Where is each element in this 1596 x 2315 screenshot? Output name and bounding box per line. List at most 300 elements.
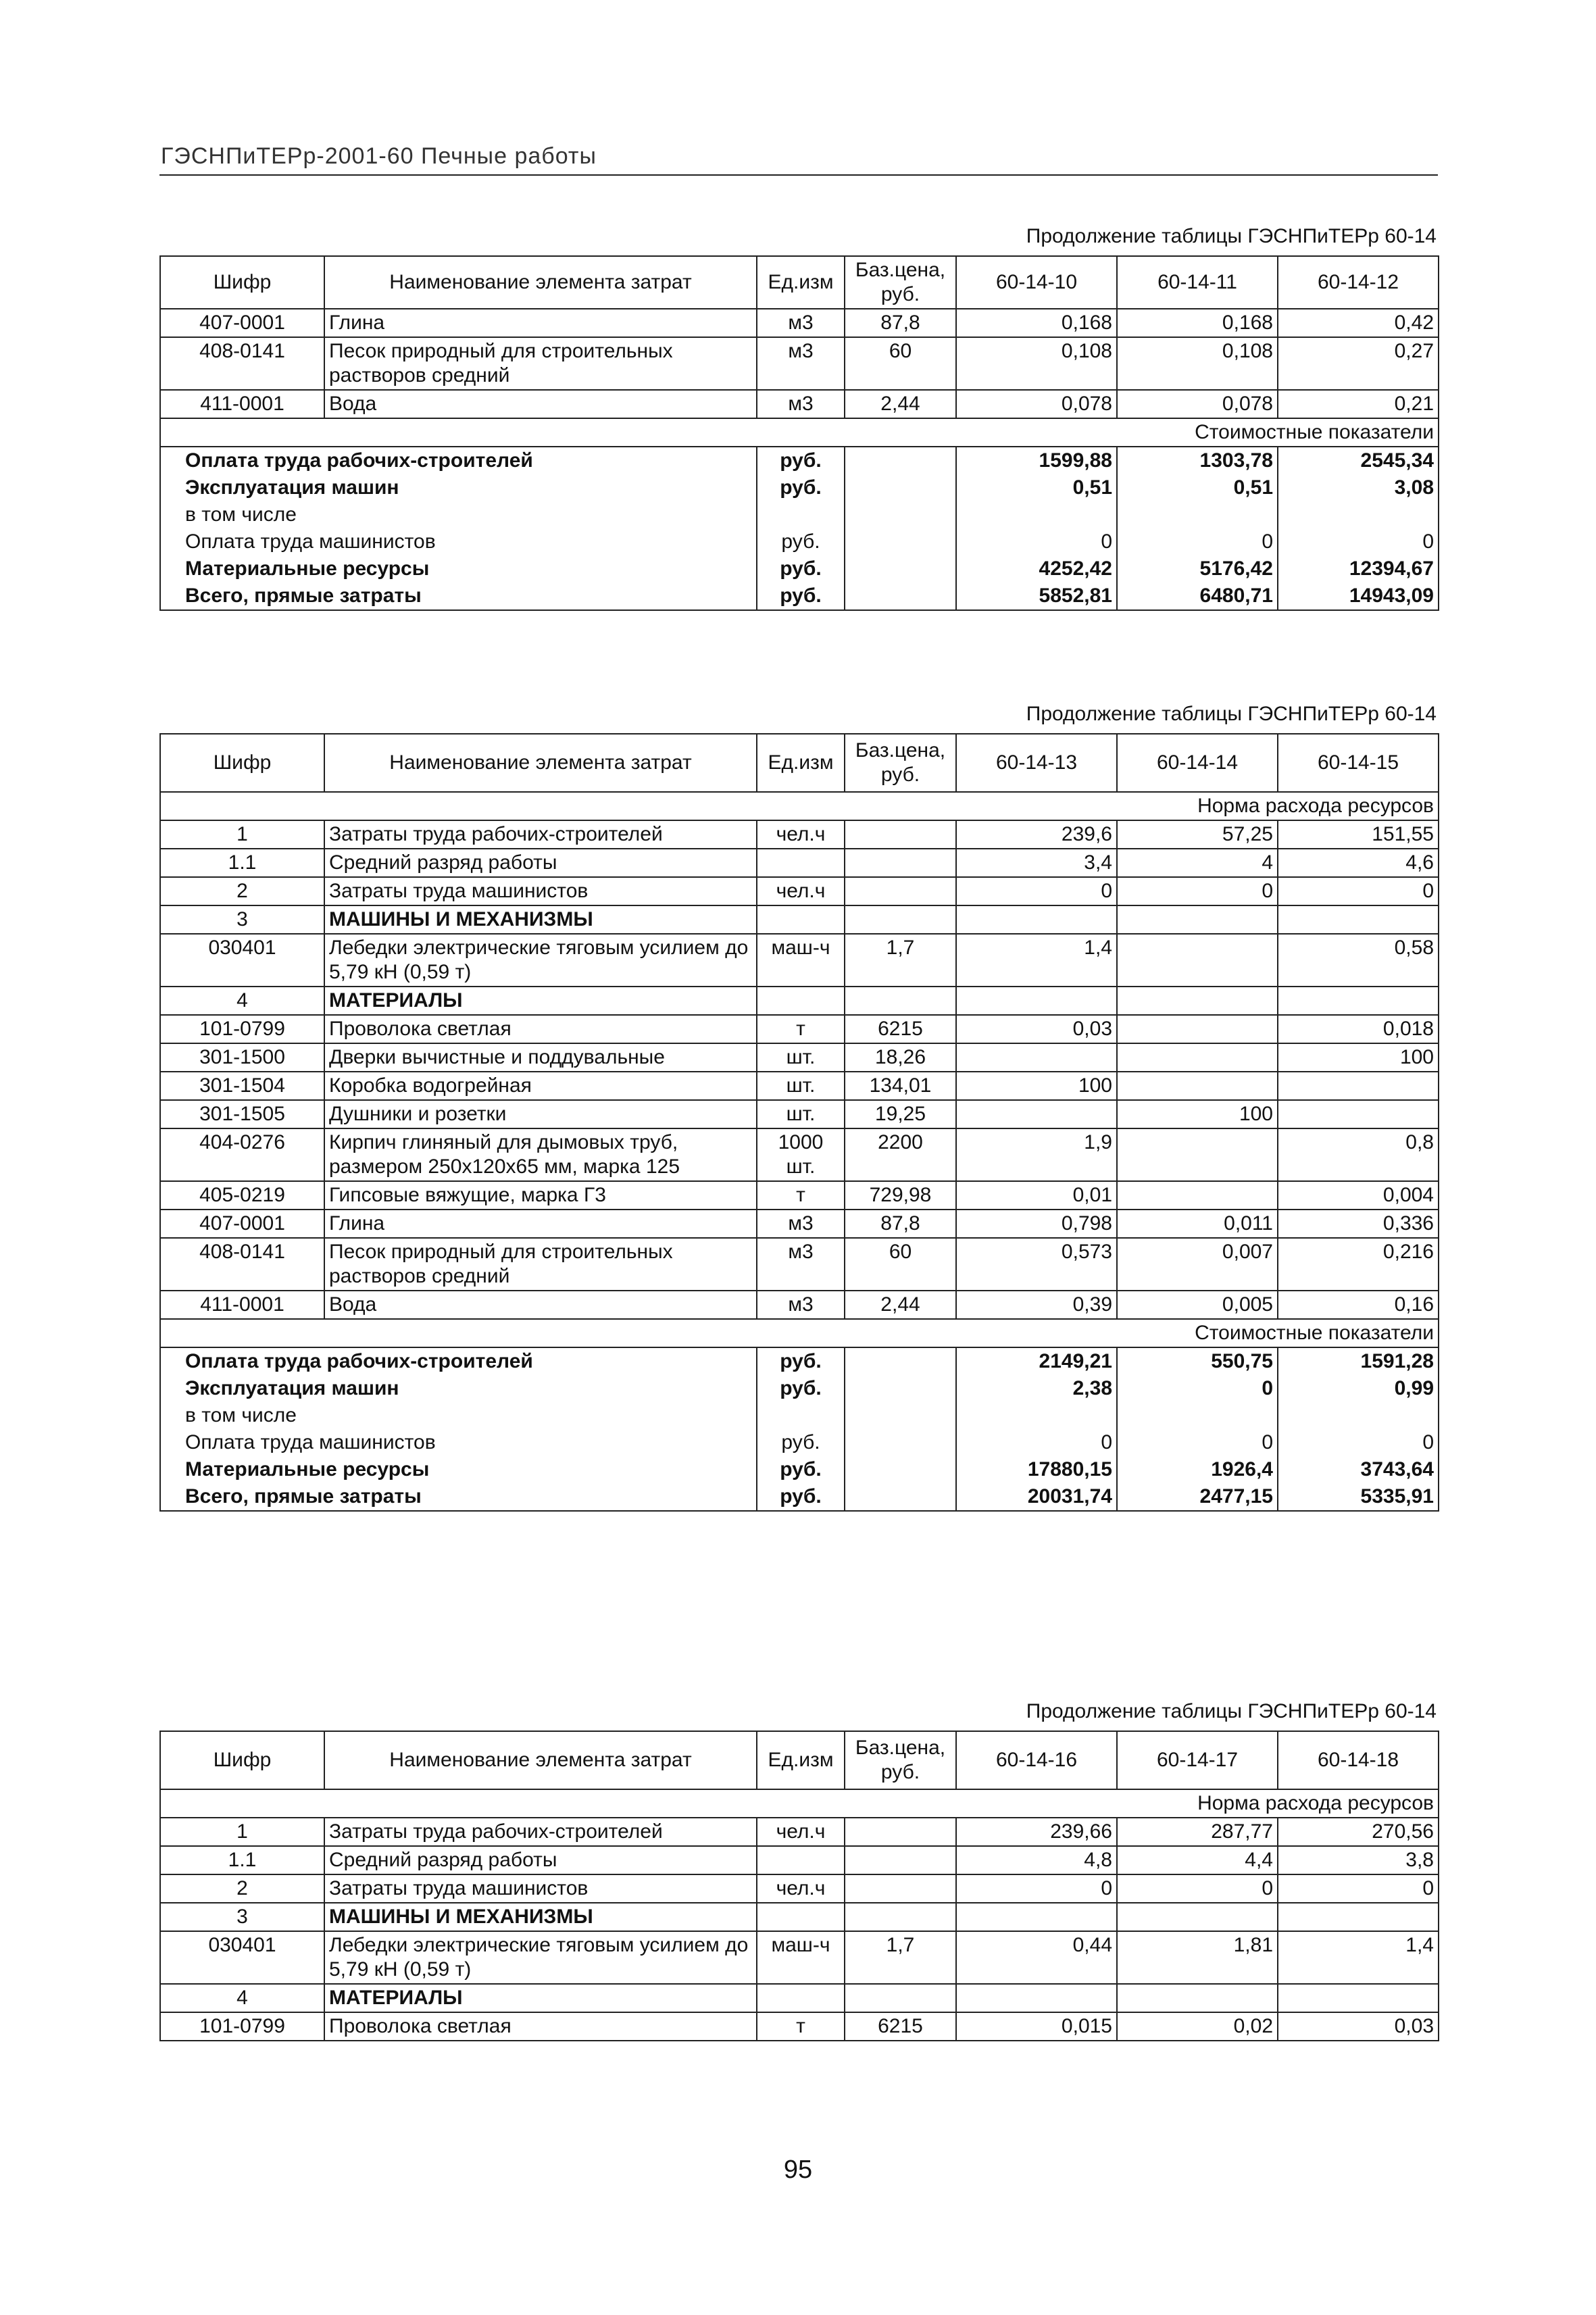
- resource-code: 3: [160, 905, 324, 934]
- norm-value: [1117, 905, 1278, 934]
- norm-value: 0,16: [1278, 1291, 1439, 1319]
- resource-name: Вода: [324, 1291, 757, 1319]
- resource-name: Коробка водогрейная: [324, 1072, 757, 1100]
- document-header: ГЭСНПиТЕРр-2001-60 Печные работы: [161, 143, 597, 169]
- table2-caption: Продолжение таблицы ГЭСНПиТЕРр 60-14: [1026, 703, 1437, 725]
- cost-value: [1117, 501, 1278, 528]
- norm-value: 0: [1117, 877, 1278, 905]
- cost-value: 0: [1117, 1375, 1278, 1402]
- cost-unit: руб.: [757, 582, 845, 610]
- resource-table-1: [159, 255, 1439, 611]
- resource-code: 030401: [160, 934, 324, 987]
- resource-price: 134,01: [845, 1072, 956, 1100]
- cost-value: 20031,74: [956, 1483, 1117, 1511]
- resource-price: [845, 1984, 956, 2012]
- cost-row: [160, 1375, 1439, 1402]
- resource-code: 1.1: [160, 849, 324, 877]
- norm-value: 57,25: [1117, 820, 1278, 849]
- norm-value: 0,03: [956, 1015, 1117, 1043]
- resource-code: 411-0001: [160, 390, 324, 418]
- norm-value: 239,66: [956, 1818, 1117, 1846]
- resource-price: [845, 1846, 956, 1874]
- cost-row: [160, 474, 1439, 501]
- cost-price-empty: [845, 1429, 956, 1456]
- cost-value: 2477,15: [1117, 1483, 1278, 1511]
- cost-value: 5335,91: [1278, 1483, 1439, 1511]
- resource-name: Песок природный для строительных растворов средний: [324, 1238, 757, 1291]
- cost-section-header: [160, 1319, 1439, 1347]
- norm-value: 4,6: [1278, 849, 1439, 877]
- resource-price: 6215: [845, 2012, 956, 2041]
- cost-value: 0: [1278, 1429, 1439, 1456]
- resource-price: 60: [845, 337, 956, 390]
- norm-value: [956, 1903, 1117, 1931]
- resource-price: 87,8: [845, 1210, 956, 1238]
- norm-value: 0,21: [1278, 390, 1439, 418]
- norm-value: 0,39: [956, 1291, 1117, 1319]
- resource-name: Гипсовые вяжущие, марка Г3: [324, 1181, 757, 1210]
- cost-label: Стоимостные показатели: [160, 418, 1439, 447]
- resource-code: 4: [160, 987, 324, 1015]
- table-row: [160, 1238, 1439, 1291]
- cost-row: [160, 1402, 1439, 1429]
- norm-value: [956, 905, 1117, 934]
- col-code-header: Шифр: [160, 1731, 324, 1789]
- resource-code: 405-0219: [160, 1181, 324, 1210]
- table-row: [160, 1984, 1439, 2012]
- resource-code: 030401: [160, 1931, 324, 1984]
- norm-value: 0,42: [1278, 309, 1439, 337]
- norm-value: 1,9: [956, 1128, 1117, 1181]
- cost-value: 550,75: [1117, 1347, 1278, 1375]
- resource-price: 1,7: [845, 934, 956, 987]
- resource-name: МАШИНЫ И МЕХАНИЗМЫ: [324, 1903, 757, 1931]
- resource-name: Затраты труда рабочих-строителей: [324, 1818, 757, 1846]
- col-name-header: Наименование элемента затрат: [324, 734, 757, 792]
- resource-name: Проволока светлая: [324, 1015, 757, 1043]
- resource-unit: т: [757, 1181, 845, 1210]
- cost-row: [160, 555, 1439, 582]
- resource-unit: т: [757, 1015, 845, 1043]
- col-norm-header: 60-14-13: [956, 734, 1117, 792]
- cost-price-empty: [845, 582, 956, 610]
- norm-value: 287,77: [1117, 1818, 1278, 1846]
- table-row: [160, 987, 1439, 1015]
- cost-value: 0,51: [956, 474, 1117, 501]
- cost-price-empty: [845, 501, 956, 528]
- cost-price-empty: [845, 555, 956, 582]
- resource-price: 1,7: [845, 1931, 956, 1984]
- resource-price: 19,25: [845, 1100, 956, 1128]
- cost-unit: руб.: [757, 1429, 845, 1456]
- resource-price: 2,44: [845, 390, 956, 418]
- cost-value: 0,51: [1117, 474, 1278, 501]
- cost-value: 0,99: [1278, 1375, 1439, 1402]
- resource-unit: чел.ч: [757, 1874, 845, 1903]
- col-price-header: Баз.цена, руб.: [845, 1731, 956, 1789]
- cost-price-empty: [845, 1402, 956, 1429]
- norm-value: 0: [1278, 877, 1439, 905]
- norm-value: 0,168: [956, 309, 1117, 337]
- norm-value: [1278, 905, 1439, 934]
- cost-unit: руб.: [757, 1483, 845, 1511]
- norm-value: 0,216: [1278, 1238, 1439, 1291]
- col-price-header: Баз.цена, руб.: [845, 256, 956, 309]
- resource-price: [845, 905, 956, 934]
- cost-price-empty: [845, 447, 956, 474]
- norm-value: 0,108: [956, 337, 1117, 390]
- cost-value: 0: [1278, 528, 1439, 555]
- norm-value: 100: [1117, 1100, 1278, 1128]
- table-row: [160, 1210, 1439, 1238]
- table-row: [160, 1846, 1439, 1874]
- norm-value: 100: [1278, 1043, 1439, 1072]
- norm-value: 0: [1278, 1874, 1439, 1903]
- norm-value: 0,011: [1117, 1210, 1278, 1238]
- resource-name: Глина: [324, 1210, 757, 1238]
- cost-value: 1591,28: [1278, 1347, 1439, 1375]
- cost-unit: руб.: [757, 1347, 845, 1375]
- col-norm-header: 60-14-17: [1117, 1731, 1278, 1789]
- table-row: [160, 820, 1439, 849]
- norm-value: 0,798: [956, 1210, 1117, 1238]
- cost-value: 2,38: [956, 1375, 1117, 1402]
- resource-price: 2,44: [845, 1291, 956, 1319]
- cost-name: Оплата труда машинистов: [160, 528, 757, 555]
- norm-value: 0: [1117, 1874, 1278, 1903]
- resource-code: 1.1: [160, 1846, 324, 1874]
- resource-price: [845, 849, 956, 877]
- norm-value: 0,27: [1278, 337, 1439, 390]
- resource-price: 6215: [845, 1015, 956, 1043]
- resource-name: Глина: [324, 309, 757, 337]
- norm-value: 1,81: [1117, 1931, 1278, 1984]
- resource-price: [845, 1818, 956, 1846]
- norm-value: 0,8: [1278, 1128, 1439, 1181]
- resource-price: 2200: [845, 1128, 956, 1181]
- resource-code: 408-0141: [160, 1238, 324, 1291]
- resource-code: 4: [160, 1984, 324, 2012]
- resource-table-3: [159, 1731, 1439, 2041]
- cost-value: 6480,71: [1117, 582, 1278, 610]
- norm-value: [1117, 1181, 1278, 1210]
- table-row: [160, 1903, 1439, 1931]
- norm-value: 0,336: [1278, 1210, 1439, 1238]
- norm-value: 0,007: [1117, 1238, 1278, 1291]
- resource-unit: м3: [757, 309, 845, 337]
- cost-unit: [757, 501, 845, 528]
- norm-value: [1117, 1903, 1278, 1931]
- resource-unit: т: [757, 2012, 845, 2041]
- norm-value: [1117, 987, 1278, 1015]
- resource-name: Вода: [324, 390, 757, 418]
- cost-name: в том числе: [160, 501, 757, 528]
- cost-name: Материальные ресурсы: [160, 555, 757, 582]
- resource-price: 60: [845, 1238, 956, 1291]
- resource-name: Душники и розетки: [324, 1100, 757, 1128]
- norm-value: 0,078: [1117, 390, 1278, 418]
- norm-value: 100: [956, 1072, 1117, 1100]
- cost-value: 4252,42: [956, 555, 1117, 582]
- resource-unit: м3: [757, 337, 845, 390]
- col-norm-header: 60-14-15: [1278, 734, 1439, 792]
- resource-code: 407-0001: [160, 309, 324, 337]
- table1-caption: Продолжение таблицы ГЭСНПиТЕРр 60-14: [1026, 225, 1437, 247]
- resource-code: 407-0001: [160, 1210, 324, 1238]
- table-row: [160, 1818, 1439, 1846]
- norm-value: 4,8: [956, 1846, 1117, 1874]
- cost-value: 3,08: [1278, 474, 1439, 501]
- resource-name: Лебедки электрические тяговым усилием до 5,79 кН (0,59 т): [324, 934, 757, 987]
- table-row: [160, 877, 1439, 905]
- cost-name: Оплата труда рабочих-строителей: [160, 1347, 757, 1375]
- cost-name: Эксплуатация машин: [160, 1375, 757, 1402]
- cost-unit: руб.: [757, 1375, 845, 1402]
- cost-value: [956, 501, 1117, 528]
- cost-unit: руб.: [757, 555, 845, 582]
- resource-unit: шт.: [757, 1100, 845, 1128]
- cost-value: [956, 1402, 1117, 1429]
- table-row: [160, 390, 1439, 418]
- cost-value: 3743,64: [1278, 1456, 1439, 1483]
- cost-value: 2149,21: [956, 1347, 1117, 1375]
- resource-name: Затраты труда машинистов: [324, 1874, 757, 1903]
- norm-value: 0,44: [956, 1931, 1117, 1984]
- resource-price: [845, 987, 956, 1015]
- col-unit-header: Ед.изм: [757, 734, 845, 792]
- resource-code: 408-0141: [160, 337, 324, 390]
- norm-value: 0,005: [1117, 1291, 1278, 1319]
- cost-value: 14943,09: [1278, 582, 1439, 610]
- resource-unit: [757, 1846, 845, 1874]
- norm-value: [1117, 1043, 1278, 1072]
- norm-value: 270,56: [1278, 1818, 1439, 1846]
- norm-value: [1117, 1015, 1278, 1043]
- cost-label: Стоимостные показатели: [160, 1319, 1439, 1347]
- norm-value: 0,015: [956, 2012, 1117, 2041]
- table-row: [160, 849, 1439, 877]
- resource-code: 3: [160, 1903, 324, 1931]
- resource-name: Затраты труда машинистов: [324, 877, 757, 905]
- table-row: [160, 1291, 1439, 1319]
- norm-value: 0,018: [1278, 1015, 1439, 1043]
- resource-code: 2: [160, 877, 324, 905]
- cost-row: [160, 528, 1439, 555]
- col-unit-header: Ед.изм: [757, 256, 845, 309]
- table-row: [160, 934, 1439, 987]
- col-code-header: Шифр: [160, 734, 324, 792]
- col-norm-header: 60-14-11: [1117, 256, 1278, 309]
- norm-value: 0,573: [956, 1238, 1117, 1291]
- table-row: [160, 1874, 1439, 1903]
- cost-unit: руб.: [757, 528, 845, 555]
- norm-value: 0,108: [1117, 337, 1278, 390]
- cost-row: [160, 582, 1439, 610]
- resource-unit: шт.: [757, 1072, 845, 1100]
- resource-name: Средний разряд работы: [324, 1846, 757, 1874]
- resource-price: [845, 1874, 956, 1903]
- norm-value: 0,58: [1278, 934, 1439, 987]
- resource-name: МАТЕРИАЛЫ: [324, 987, 757, 1015]
- resource-unit: м3: [757, 390, 845, 418]
- table-row: [160, 1043, 1439, 1072]
- col-name-header: Наименование элемента затрат: [324, 256, 757, 309]
- col-name-header: Наименование элемента затрат: [324, 1731, 757, 1789]
- norm-value: [956, 1043, 1117, 1072]
- resource-name: Затраты труда рабочих-строителей: [324, 820, 757, 849]
- col-norm-header: 60-14-10: [956, 256, 1117, 309]
- cost-row: [160, 1429, 1439, 1456]
- cost-value: [1278, 1402, 1439, 1429]
- cost-name: Оплата труда рабочих-строителей: [160, 447, 757, 474]
- resource-price: 18,26: [845, 1043, 956, 1072]
- cost-value: [1278, 501, 1439, 528]
- table-row: [160, 1181, 1439, 1210]
- table3-caption: Продолжение таблицы ГЭСНПиТЕРр 60-14: [1026, 1700, 1437, 1722]
- resource-code: 1: [160, 820, 324, 849]
- cost-section-header: [160, 418, 1439, 447]
- resource-unit: м3: [757, 1210, 845, 1238]
- page-number: 95: [783, 2156, 813, 2184]
- cost-row: [160, 1347, 1439, 1375]
- col-norm-header: 60-14-12: [1278, 256, 1439, 309]
- cost-value: 17880,15: [956, 1456, 1117, 1483]
- cost-row: [160, 501, 1439, 528]
- cost-name: Всего, прямые затраты: [160, 1483, 757, 1511]
- resource-name: Песок природный для строительных растворов средний: [324, 337, 757, 390]
- table-row: [160, 905, 1439, 934]
- norm-value: 4,4: [1117, 1846, 1278, 1874]
- norm-value: 3,4: [956, 849, 1117, 877]
- cost-value: [1117, 1402, 1278, 1429]
- resource-price: [845, 877, 956, 905]
- norm-value: 0,168: [1117, 309, 1278, 337]
- cost-value: 12394,67: [1278, 555, 1439, 582]
- resource-unit: [757, 849, 845, 877]
- table-row: [160, 1072, 1439, 1100]
- cost-unit: руб.: [757, 474, 845, 501]
- norm-value: 1,4: [1278, 1931, 1439, 1984]
- col-norm-header: 60-14-16: [956, 1731, 1117, 1789]
- norm-label: Норма расхода ресурсов: [160, 792, 1439, 820]
- resource-price: [845, 1903, 956, 1931]
- resource-unit: [757, 905, 845, 934]
- resource-unit: чел.ч: [757, 1818, 845, 1846]
- norm-value: 0,078: [956, 390, 1117, 418]
- resource-code: 101-0799: [160, 1015, 324, 1043]
- cost-value: 0: [1117, 528, 1278, 555]
- resource-price: 729,98: [845, 1181, 956, 1210]
- cost-value: 5176,42: [1117, 555, 1278, 582]
- resource-unit: маш-ч: [757, 1931, 845, 1984]
- cost-value: 0: [1117, 1429, 1278, 1456]
- resource-unit: м3: [757, 1238, 845, 1291]
- norm-value: [956, 1100, 1117, 1128]
- cost-value: 1926,4: [1117, 1456, 1278, 1483]
- resource-unit: [757, 987, 845, 1015]
- cost-unit: [757, 1402, 845, 1429]
- cost-value: 2545,34: [1278, 447, 1439, 474]
- resource-name: МАШИНЫ И МЕХАНИЗМЫ: [324, 905, 757, 934]
- col-code-header: Шифр: [160, 256, 324, 309]
- norm-value: [1278, 987, 1439, 1015]
- cost-value: 0: [956, 528, 1117, 555]
- cost-unit: руб.: [757, 447, 845, 474]
- cost-price-empty: [845, 1456, 956, 1483]
- resource-code: 301-1500: [160, 1043, 324, 1072]
- norm-value: 0: [956, 877, 1117, 905]
- cost-unit: руб.: [757, 1456, 845, 1483]
- resource-unit: 1000 шт.: [757, 1128, 845, 1181]
- cost-price-empty: [845, 1347, 956, 1375]
- norm-value: [956, 1984, 1117, 2012]
- norm-label: Норма расхода ресурсов: [160, 1789, 1439, 1818]
- norm-value: [1278, 1903, 1439, 1931]
- resource-name: Средний разряд работы: [324, 849, 757, 877]
- norm-value: [1117, 1072, 1278, 1100]
- cost-name: Эксплуатация машин: [160, 474, 757, 501]
- norm-value: [1117, 1128, 1278, 1181]
- resource-code: 301-1504: [160, 1072, 324, 1100]
- norm-value: 1,4: [956, 934, 1117, 987]
- norm-value: [1278, 1100, 1439, 1128]
- cost-value: 5852,81: [956, 582, 1117, 610]
- norm-value: [1117, 1984, 1278, 2012]
- col-price-header: Баз.цена, руб.: [845, 734, 956, 792]
- cost-value: 0: [956, 1429, 1117, 1456]
- cost-price-empty: [845, 1375, 956, 1402]
- resource-unit: м3: [757, 1291, 845, 1319]
- cost-name: Всего, прямые затраты: [160, 582, 757, 610]
- resource-code: 1: [160, 1818, 324, 1846]
- cost-value: 1599,88: [956, 447, 1117, 474]
- col-norm-header: 60-14-18: [1278, 1731, 1439, 1789]
- table-row: [160, 337, 1439, 390]
- norm-value: [1278, 1984, 1439, 2012]
- norm-value: 0,004: [1278, 1181, 1439, 1210]
- cost-value: 1303,78: [1117, 447, 1278, 474]
- table-row: [160, 1128, 1439, 1181]
- resource-name: Проволока светлая: [324, 2012, 757, 2041]
- norm-value: 151,55: [1278, 820, 1439, 849]
- resource-name: Дверки вычистные и поддувальные: [324, 1043, 757, 1072]
- norm-value: 0,03: [1278, 2012, 1439, 2041]
- norm-value: 0,02: [1117, 2012, 1278, 2041]
- resource-code: 2: [160, 1874, 324, 1903]
- resource-name: Кирпич глиняный для дымовых труб, размером 250х120х65 мм, марка 125: [324, 1128, 757, 1181]
- norm-value: [1278, 1072, 1439, 1100]
- resource-unit: чел.ч: [757, 877, 845, 905]
- resource-unit: [757, 1903, 845, 1931]
- resource-price: 87,8: [845, 309, 956, 337]
- cost-price-empty: [845, 1483, 956, 1511]
- cost-price-empty: [845, 474, 956, 501]
- table-row: [160, 2012, 1439, 2041]
- table-row: [160, 309, 1439, 337]
- resource-unit: шт.: [757, 1043, 845, 1072]
- cost-name: Материальные ресурсы: [160, 1456, 757, 1483]
- cost-name: Оплата труда машинистов: [160, 1429, 757, 1456]
- resource-name: МАТЕРИАЛЫ: [324, 1984, 757, 2012]
- resource-code: 411-0001: [160, 1291, 324, 1319]
- resource-unit: чел.ч: [757, 820, 845, 849]
- cost-row: [160, 1456, 1439, 1483]
- header-rule: [159, 174, 1438, 176]
- norm-value: 0: [956, 1874, 1117, 1903]
- norm-value: [956, 987, 1117, 1015]
- cost-row: [160, 447, 1439, 474]
- norm-value: 239,6: [956, 820, 1117, 849]
